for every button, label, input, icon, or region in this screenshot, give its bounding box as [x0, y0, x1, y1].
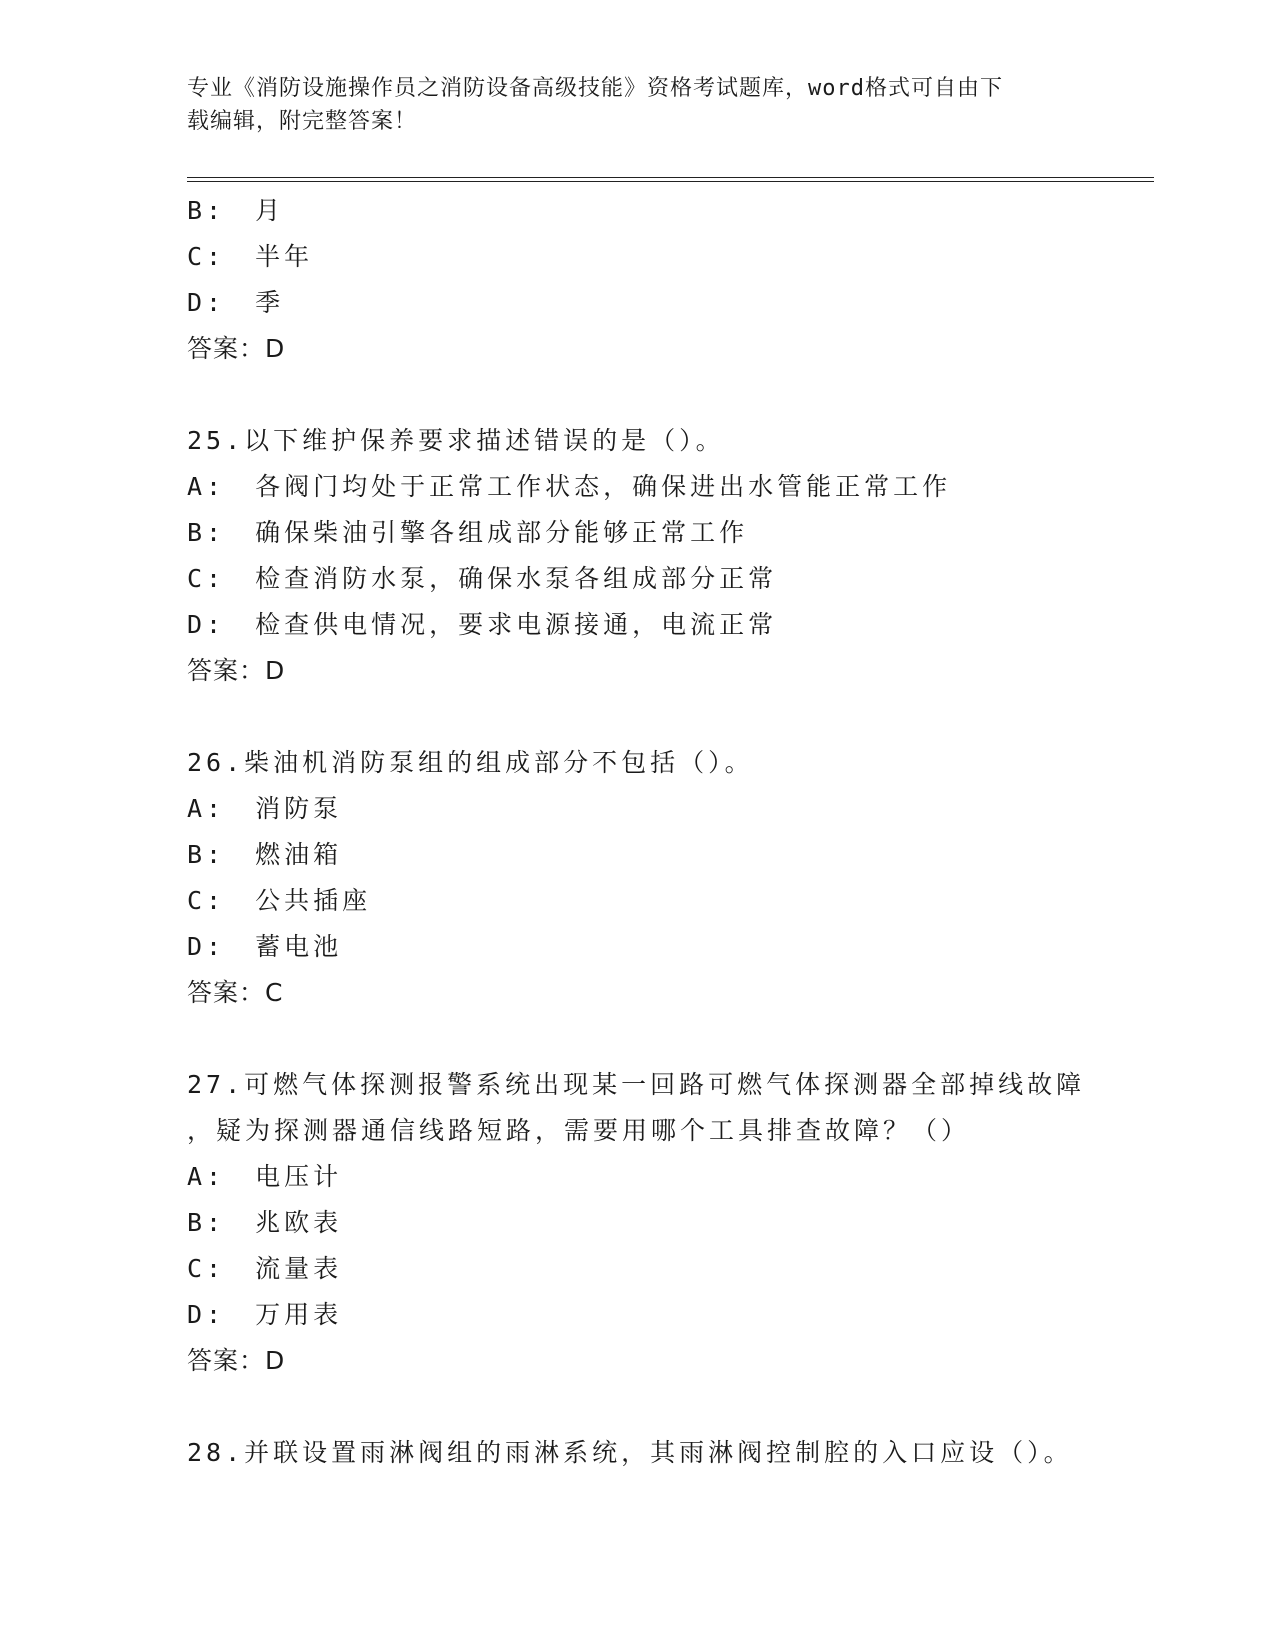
question-stem: 25.以下维护保养要求描述错误的是（）。 — [187, 426, 725, 455]
answer-line: 答案：D — [187, 1346, 286, 1375]
option-b: B: 确保柴油引擎各组成部分能够正常工作 — [187, 518, 749, 547]
option-a: A: 各阀门均处于正常工作状态，确保进出水管能正常工作 — [187, 472, 952, 501]
option-d: D: 蓄电池 — [187, 932, 343, 961]
spacer — [187, 1016, 1147, 1062]
option-b: B: 燃油箱 — [187, 840, 343, 869]
spacer — [187, 694, 1147, 740]
option-c: C: 公共插座 — [187, 886, 372, 915]
option-c: C: 半年 — [187, 242, 314, 271]
option-d: D: 季 — [187, 288, 285, 317]
question-27 — [187, 1062, 1147, 1384]
question-continued — [187, 188, 1147, 372]
option-c: C: 流量表 — [187, 1254, 343, 1283]
option-d: D: 检查供电情况，要求电源接通，电流正常 — [187, 610, 778, 639]
option-b: B: 兆欧表 — [187, 1208, 343, 1237]
answer-line: 答案：D — [187, 656, 286, 685]
option-a: A: 电压计 — [187, 1162, 343, 1191]
question-stem: 27.可燃气体探测报警系统出现某一回路可燃气体探测器全部掉线故障 — [187, 1070, 1086, 1099]
question-26 — [187, 740, 1147, 1016]
answer-line: 答案：D — [187, 334, 286, 363]
option-d: D: 万用表 — [187, 1300, 343, 1329]
option-c: C: 检查消防水泵，确保水泵各组成部分正常 — [187, 564, 778, 593]
document-header — [187, 72, 1087, 138]
option-a: A: 消防泵 — [187, 794, 343, 823]
question-stem: 26.柴油机消防泵组的组成部分不包括（）。 — [187, 748, 754, 777]
question-stem: 28.并联设置雨淋阀组的雨淋系统，其雨淋阀控制腔的入口应设（）。 — [187, 1438, 1073, 1467]
spacer — [187, 372, 1147, 418]
question-stem-continued: ，疑为探测器通信线路短路，需要用哪个工具排查故障？（） — [187, 1116, 971, 1145]
header-divider-top — [187, 177, 1154, 178]
question-list — [187, 188, 1147, 1476]
option-b: B: 月 — [187, 196, 285, 225]
question-28 — [187, 1430, 1147, 1476]
question-25 — [187, 418, 1147, 694]
header-divider-bottom — [187, 181, 1154, 182]
spacer — [187, 1384, 1147, 1430]
header-line-1: 专业《消防设施操作员之消防设备高级技能》资格考试题库，word格式可自由下 — [187, 76, 1003, 101]
answer-line: 答案：C — [187, 978, 284, 1007]
header-line-2: 载编辑，附完整答案！ — [187, 109, 418, 134]
